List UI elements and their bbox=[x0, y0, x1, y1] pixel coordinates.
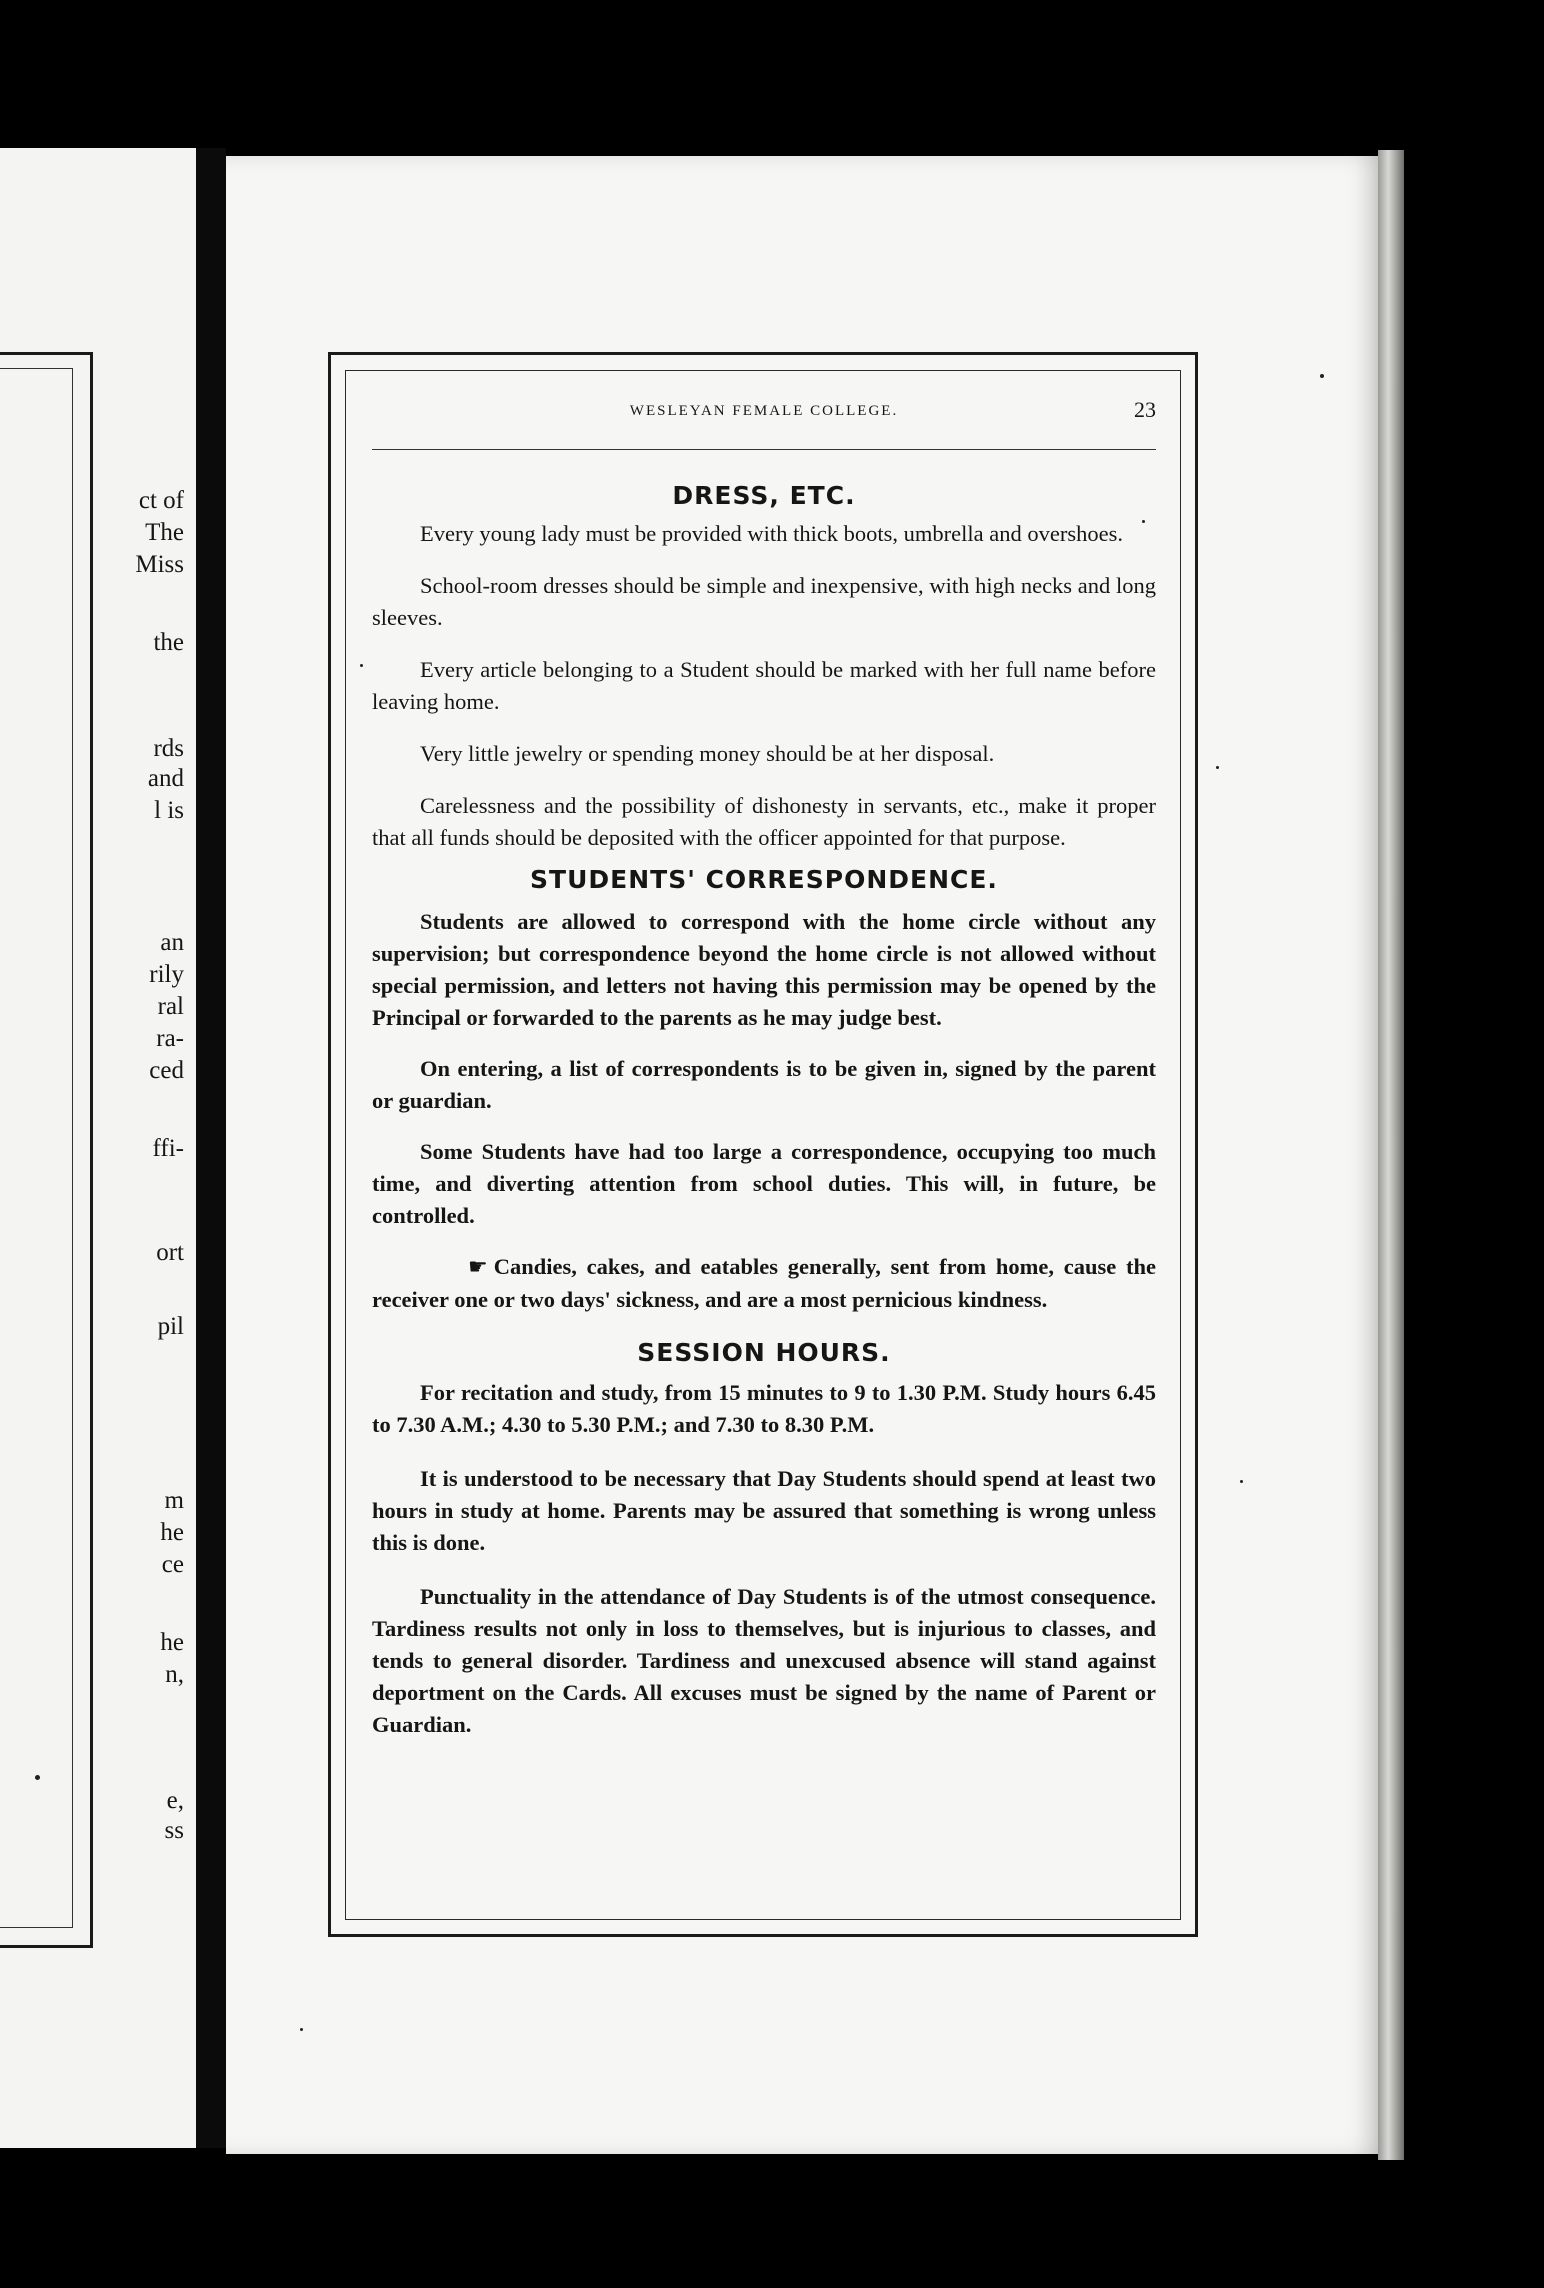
left-fragment: Miss bbox=[135, 551, 184, 578]
paragraph: School-room dresses should be simple and inexpensive, with high necks and long sleeves. bbox=[372, 573, 1156, 630]
page-number: 23 bbox=[1134, 397, 1156, 422]
page-content bbox=[372, 395, 1156, 1763]
paragraph-text: Candies, cakes, and eatables generally, sent from home, cause the receiver one or two days' sickness, and are a most pernicious kindness. bbox=[372, 1254, 1156, 1312]
left-fragment: e, bbox=[166, 1787, 184, 1814]
paragraph: Very little jewelry or spending money should be at her disposal. bbox=[420, 741, 995, 766]
running-head bbox=[372, 395, 1156, 429]
left-fragment: The bbox=[145, 519, 184, 546]
left-fragment: n, bbox=[165, 1661, 184, 1688]
left-fragment: ct of bbox=[138, 487, 184, 514]
section-correspondence bbox=[372, 862, 1156, 1316]
left-fragment: ce bbox=[161, 1551, 184, 1578]
pointing-hand-icon: ☛ bbox=[468, 1255, 488, 1280]
section-heading: DRESS, ETC. bbox=[672, 481, 856, 510]
left-page-inner-frame bbox=[0, 368, 73, 1928]
left-fragment: an bbox=[160, 929, 184, 956]
left-fragment: he bbox=[160, 1629, 184, 1656]
left-fragment: the bbox=[153, 629, 184, 656]
section-heading: SESSION HOURS. bbox=[637, 1338, 891, 1367]
left-fragment: ss bbox=[164, 1817, 184, 1844]
paragraph: Every article belonging to a Student should be marked with her full name before leaving home. bbox=[372, 657, 1156, 714]
left-fragment: rds bbox=[153, 735, 184, 762]
left-fragment: and bbox=[147, 765, 184, 792]
left-fragment: pil bbox=[157, 1313, 184, 1340]
running-title: WESLEYAN FEMALE COLLEGE. bbox=[629, 403, 899, 419]
paragraph: It is understood to be necessary that Day Students should spend at least two hours in study at home. Parents may be assured that something is wrong unless this is done. bbox=[372, 1466, 1156, 1555]
paragraph: For recitation and study, from 15 minutes to 9 to 1.30 P.M. Study hours 6.45 to 7.30 A.M.; 4.30 to 5.30 P.M.; and 7.30 to 8.30 P.M. bbox=[372, 1380, 1156, 1437]
page-edge bbox=[1378, 150, 1404, 2160]
left-fragment: ra- bbox=[156, 1025, 184, 1052]
paragraph: Students are allowed to correspond with the home circle without any supervision; but correspondence beyond the home circle is not allowed without special permission, and letters not having this permission may be opened by the Principal or forwarded to the parents as he may judge best. bbox=[372, 909, 1156, 1030]
paragraph: Carelessness and the possibility of dishonesty in servants, etc., make it proper that all funds should be deposited with the officer appointed for that purpose. bbox=[372, 793, 1156, 850]
book-gutter bbox=[196, 148, 226, 2148]
paragraph: On entering, a list of correspondents is to be given in, signed by the parent or guardian. bbox=[372, 1056, 1156, 1113]
paragraph: Every young lady must be provided with thick boots, umbrella and overshoes. bbox=[420, 521, 1123, 546]
left-fragment: rily bbox=[149, 961, 184, 988]
paragraph-with-hand bbox=[372, 1251, 1156, 1316]
left-fragment: ffi- bbox=[152, 1135, 184, 1162]
paragraph: Some Students have had too large a correspondence, occupying too much time, and diverting attention from school duties. This will, in future, be controlled. bbox=[372, 1139, 1156, 1228]
left-fragment: m bbox=[164, 1487, 184, 1514]
paragraph: Punctuality in the attendance of Day Students is of the utmost consequence. Tardiness results not only in loss to themselves, but is injurious to classes, and tends to general disorder. Tardiness and unexcused absence will stand against deportment on the Cards. All excuses must be signed by the name of Parent or Guardian. bbox=[372, 1584, 1156, 1737]
left-fragment: ced bbox=[149, 1057, 184, 1084]
section-heading: STUDENTS' CORRESPONDENCE. bbox=[530, 865, 998, 894]
left-fragment: l is bbox=[154, 797, 184, 824]
section-session-hours bbox=[372, 1335, 1156, 1741]
left-fragment: ort bbox=[156, 1239, 184, 1266]
left-fragment: ral bbox=[157, 993, 184, 1020]
section-dress bbox=[372, 478, 1156, 854]
header-rule bbox=[372, 449, 1156, 450]
left-fragment: he bbox=[160, 1519, 184, 1546]
